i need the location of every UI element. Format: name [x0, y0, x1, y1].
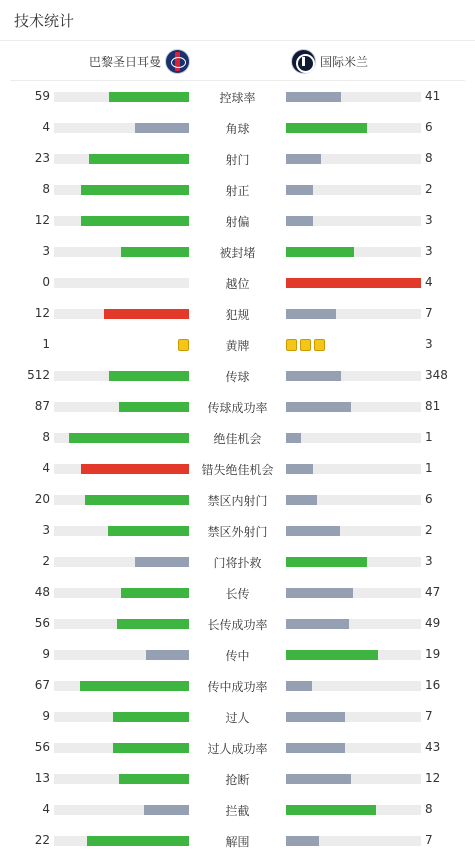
away-bar — [286, 619, 349, 629]
home-value: 8 — [42, 182, 50, 196]
away-bar — [286, 216, 313, 226]
away-bar — [286, 402, 351, 412]
home-value: 20 — [34, 492, 50, 506]
home-bar — [69, 433, 189, 443]
away-bar-track — [286, 836, 421, 846]
away-bar-track — [286, 371, 421, 381]
away-bar — [286, 836, 319, 846]
away-value: 3 — [425, 554, 433, 568]
away-bar-track — [286, 247, 421, 257]
home-bar-track — [54, 681, 189, 691]
stat-label: 长传 — [225, 587, 250, 601]
home-bar-track — [54, 464, 189, 474]
home-bar — [113, 743, 189, 753]
stat-row — [0, 329, 475, 360]
stat-row — [0, 267, 475, 298]
home-value: 48 — [34, 585, 50, 599]
stat-label: 传中成功率 — [207, 680, 268, 694]
inter-logo-icon — [291, 49, 316, 74]
away-bar-track — [286, 464, 421, 474]
home-value: 4 — [42, 120, 50, 134]
away-bar — [286, 278, 421, 288]
away-bar — [286, 371, 341, 381]
yellow-card-icon — [286, 339, 297, 351]
stat-label: 传球 — [225, 370, 250, 384]
home-bar — [135, 123, 189, 133]
home-bar-track — [54, 650, 189, 660]
stat-row — [0, 546, 475, 577]
stat-row — [0, 825, 475, 856]
home-bar — [135, 557, 189, 567]
stat-row — [0, 298, 475, 329]
stat-label: 门将扑救 — [213, 556, 262, 570]
home-bar-track — [54, 836, 189, 846]
away-bar-track — [286, 650, 421, 660]
home-bar-track — [54, 619, 189, 629]
stat-label: 过人 — [225, 711, 250, 725]
home-value: 22 — [34, 833, 50, 847]
away-value: 7 — [425, 709, 433, 723]
stat-row — [0, 794, 475, 825]
stat-label: 射正 — [225, 184, 250, 198]
home-value: 1 — [42, 337, 50, 351]
away-bar — [286, 712, 345, 722]
home-value: 23 — [34, 151, 50, 165]
away-bar-track — [286, 154, 421, 164]
away-bar-track — [286, 433, 421, 443]
away-value: 6 — [425, 492, 433, 506]
away-value: 1 — [425, 430, 433, 444]
home-value: 4 — [42, 461, 50, 475]
away-value: 3 — [425, 244, 433, 258]
stat-row — [0, 174, 475, 205]
psg-logo-icon — [165, 49, 190, 74]
stat-label: 解围 — [225, 835, 250, 849]
away-value: 43 — [425, 740, 441, 754]
yellow-card-icon — [314, 339, 325, 351]
away-bar-track — [286, 216, 421, 226]
away-bar — [286, 309, 336, 319]
home-value: 3 — [42, 244, 50, 258]
stat-label: 传球成功率 — [207, 401, 268, 415]
yellow-card-icon — [300, 339, 311, 351]
stat-row — [0, 81, 475, 112]
away-bar — [286, 681, 312, 691]
home-value: 87 — [34, 399, 50, 413]
home-bar-track — [54, 805, 189, 815]
stat-row — [0, 608, 475, 639]
home-value: 67 — [34, 678, 50, 692]
home-value: 12 — [34, 306, 50, 320]
teams-row — [10, 41, 465, 81]
stat-row — [0, 763, 475, 794]
home-bar-track — [54, 185, 189, 195]
home-bar — [104, 309, 189, 319]
stat-label: 射门 — [225, 153, 250, 167]
home-bar — [89, 154, 189, 164]
stat-label: 抢断 — [225, 773, 250, 787]
away-value: 348 — [425, 368, 448, 382]
stat-row — [0, 732, 475, 763]
home-value: 0 — [42, 275, 50, 289]
stat-label: 长传成功率 — [207, 618, 268, 632]
away-value: 1 — [425, 461, 433, 475]
home-bar — [81, 216, 189, 226]
home-bar-track — [54, 712, 189, 722]
stat-row — [0, 577, 475, 608]
home-bar-track — [54, 743, 189, 753]
home-value: 9 — [42, 709, 50, 723]
away-value: 81 — [425, 399, 441, 413]
home-bar-track — [54, 588, 189, 598]
stat-label: 错失绝佳机会 — [201, 463, 274, 477]
away-value: 4 — [425, 275, 433, 289]
away-bar-track — [286, 495, 421, 505]
stat-row — [0, 453, 475, 484]
away-value: 6 — [425, 120, 433, 134]
stat-row — [0, 143, 475, 174]
away-bar-track — [286, 278, 421, 288]
home-bar — [144, 805, 189, 815]
stat-label: 犯规 — [225, 308, 250, 322]
home-bar-track — [54, 247, 189, 257]
away-bar — [286, 433, 301, 443]
home-value: 3 — [42, 523, 50, 537]
home-bar-track — [54, 526, 189, 536]
page-title: 技术统计 — [14, 12, 75, 30]
stat-label: 黄牌 — [225, 339, 250, 353]
home-bar — [119, 402, 189, 412]
away-bar — [286, 557, 367, 567]
home-value: 12 — [34, 213, 50, 227]
stat-label: 传中 — [225, 649, 250, 663]
away-value: 7 — [425, 833, 433, 847]
home-value: 512 — [27, 368, 50, 382]
away-value: 3 — [425, 337, 433, 351]
away-bar-track — [286, 588, 421, 598]
home-bar-track — [54, 154, 189, 164]
away-bar — [286, 526, 340, 536]
away-bar — [286, 588, 353, 598]
stat-label: 控球率 — [219, 91, 256, 105]
away-bar-track — [286, 681, 421, 691]
home-value: 56 — [34, 616, 50, 630]
away-bar-track — [286, 743, 421, 753]
away-bar — [286, 805, 376, 815]
stat-row — [0, 639, 475, 670]
home-value: 2 — [42, 554, 50, 568]
home-bar — [119, 774, 189, 784]
away-value: 8 — [425, 802, 433, 816]
away-bar-track — [286, 712, 421, 722]
home-bar-track — [54, 774, 189, 784]
home-bar — [121, 588, 189, 598]
away-team-name: 国际米兰 — [320, 54, 369, 69]
home-value: 56 — [34, 740, 50, 754]
home-bar-track — [54, 309, 189, 319]
away-bar-track — [286, 619, 421, 629]
home-bar — [113, 712, 189, 722]
stat-row — [0, 422, 475, 453]
home-bar — [85, 495, 189, 505]
away-bar-track — [286, 805, 421, 815]
home-bar-track — [54, 92, 189, 102]
away-bar-track — [286, 526, 421, 536]
away-bar — [286, 774, 351, 784]
away-bar — [286, 247, 354, 257]
stat-label: 越位 — [225, 277, 250, 291]
stat-label: 过人成功率 — [207, 742, 268, 756]
home-bar — [80, 681, 189, 691]
home-value: 8 — [42, 430, 50, 444]
away-bar — [286, 464, 313, 474]
home-yellow-cards — [178, 339, 189, 351]
home-bar — [117, 619, 189, 629]
home-value: 9 — [42, 647, 50, 661]
stat-row — [0, 205, 475, 236]
away-value: 12 — [425, 771, 441, 785]
away-value: 41 — [425, 89, 441, 103]
stat-row — [0, 484, 475, 515]
away-value: 2 — [425, 182, 433, 196]
away-value: 3 — [425, 213, 433, 227]
stat-row — [0, 236, 475, 267]
home-bar-track — [54, 433, 189, 443]
home-bar-track — [54, 123, 189, 133]
stats-header — [0, 0, 475, 41]
home-bar-track — [54, 557, 189, 567]
stat-label: 绝佳机会 — [213, 432, 262, 446]
stat-label: 禁区外射门 — [207, 525, 268, 539]
stat-row — [0, 391, 475, 422]
home-bar — [121, 247, 189, 257]
home-bar-track — [54, 495, 189, 505]
yellow-card-icon — [178, 339, 189, 351]
away-bar-track — [286, 309, 421, 319]
home-bar-track — [54, 216, 189, 226]
home-bar — [87, 836, 189, 846]
home-value: 13 — [34, 771, 50, 785]
stat-label: 角球 — [225, 122, 250, 136]
stat-row — [0, 360, 475, 391]
home-bar-track — [54, 371, 189, 381]
stat-label: 被封堵 — [219, 246, 256, 260]
home-bar — [146, 650, 189, 660]
away-bar — [286, 185, 313, 195]
stat-row — [0, 112, 475, 143]
away-yellow-cards — [286, 339, 325, 351]
stat-row — [0, 670, 475, 701]
away-bar — [286, 650, 378, 660]
away-bar — [286, 743, 345, 753]
away-bar — [286, 154, 321, 164]
away-value: 7 — [425, 306, 433, 320]
away-value: 2 — [425, 523, 433, 537]
stat-label: 射偏 — [225, 215, 250, 229]
stat-row — [0, 515, 475, 546]
home-value: 59 — [34, 89, 50, 103]
away-bar-track — [286, 185, 421, 195]
away-bar-track — [286, 557, 421, 567]
home-bar — [81, 185, 189, 195]
away-bar-track — [286, 774, 421, 784]
home-bar — [109, 371, 189, 381]
home-team[interactable] — [89, 48, 190, 74]
away-value: 19 — [425, 647, 441, 661]
home-bar — [109, 92, 189, 102]
home-bar — [108, 526, 189, 536]
home-value: 4 — [42, 802, 50, 816]
away-value: 8 — [425, 151, 433, 165]
away-bar-track — [286, 402, 421, 412]
away-bar-track — [286, 92, 421, 102]
home-bar — [81, 464, 189, 474]
away-bar — [286, 123, 367, 133]
away-bar-track — [286, 123, 421, 133]
home-bar-track — [54, 402, 189, 412]
away-bar — [286, 495, 317, 505]
away-team[interactable] — [291, 48, 368, 74]
away-value: 49 — [425, 616, 441, 630]
away-value: 16 — [425, 678, 441, 692]
away-value: 47 — [425, 585, 441, 599]
home-team-name: 巴黎圣日耳曼 — [88, 54, 161, 69]
stat-label: 拦截 — [225, 804, 250, 818]
stat-label: 禁区内射门 — [207, 494, 268, 508]
stat-row — [0, 701, 475, 732]
home-bar-track — [54, 278, 189, 288]
away-bar — [286, 92, 341, 102]
